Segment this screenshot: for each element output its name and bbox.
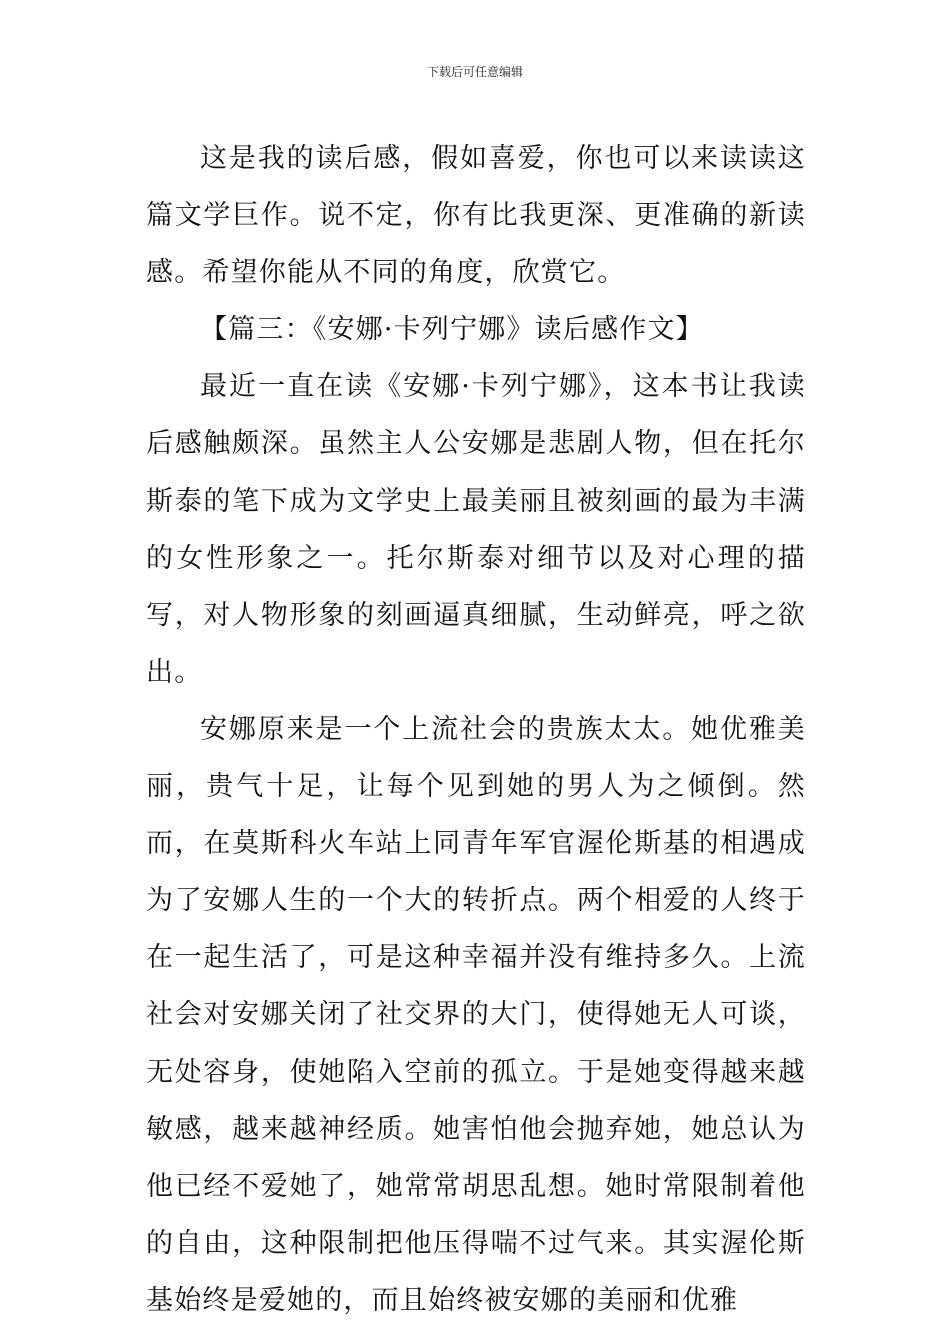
document-body — [146, 130, 806, 1329]
paragraph-intro: 这是我的读后感，假如喜爱，你也可以来读读这篇文学巨作。说不定，你有比我更深、更准确的新读感。希望你能从不同的角度，欣赏它。 — [146, 143, 806, 289]
page-header: 下载后可任意编辑 — [426, 65, 523, 79]
section-heading: 【篇三：《安娜·卡列宁娜》读后感作文】 — [200, 314, 704, 346]
paragraph-opening: 最近一直在读《安娜·卡列宁娜》，这本书让我读后感触颇深。虽然主人公安娜是悲剧人物，但在托尔斯泰的笔下成为文学史上最美丽且被刻画的最为丰满的女性形象之一。托尔斯泰对细节以及对心理的描写，对人物形象的刻画逼真细腻，生动鲜亮，呼之欲出。 — [146, 371, 806, 688]
paragraph-story: 安娜原来是一个上流社会的贵族太太。她优雅美丽，贵气十足，让每个见到她的男人为之倾倒。然而，在莫斯科火车站上同青年军官渥伦斯基的相遇成为了安娜人生的一个大的转折点。两个相爱的人终于在一起生活了，可是这种幸福并没有维持多久。上流社会对安娜关闭了社交界的大门，使得她无人可谈，无处容身，使她陷入空前的孤立。于是她变得越来越敏感，越来越神经质。她害怕他会抛弃她，她总认为他已经不爱她了，她常常胡思乱想。她时常限制着他的自由，这种限制把他压得喘不过气来。其实渥伦斯基始终是爱她的，而且始终被安娜的美丽和优雅 — [146, 713, 806, 1316]
